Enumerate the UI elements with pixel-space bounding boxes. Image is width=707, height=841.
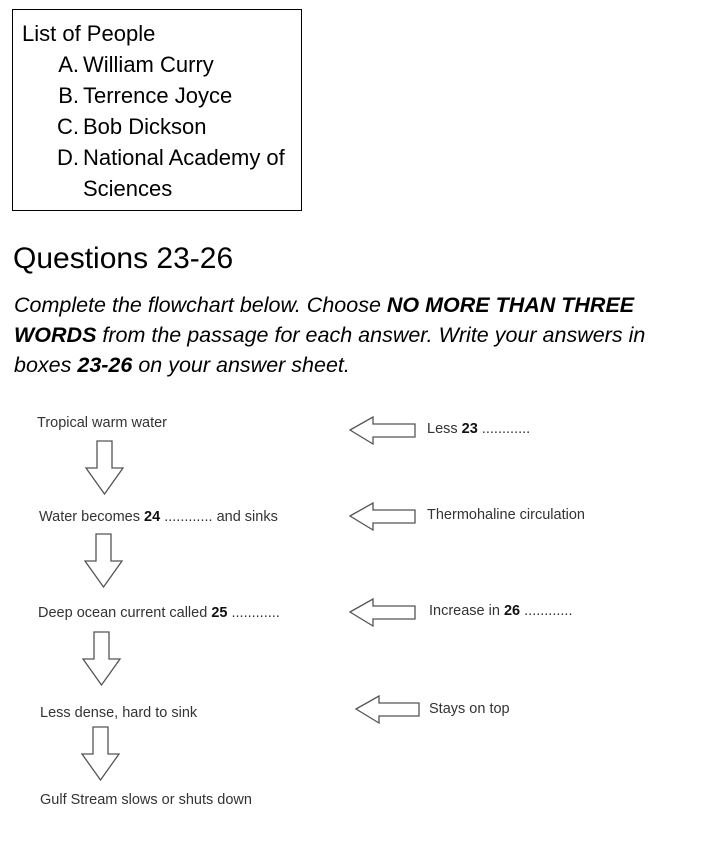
list-item-letter: C. — [57, 114, 79, 139]
list-item-letter: B. — [58, 83, 79, 108]
flow-side-3 — [429, 603, 572, 619]
flow-side-4: Stays on top — [429, 701, 510, 717]
question-number: 24 — [144, 509, 161, 525]
left-arrow-icon — [349, 502, 417, 532]
list-item-name: Terrence Joyce — [83, 83, 233, 108]
down-arrow-icon — [82, 631, 122, 687]
question-number: 26 — [503, 603, 521, 619]
down-arrow-icon — [85, 440, 125, 496]
list-item — [22, 142, 301, 204]
list-item-name: Bob Dickson — [83, 114, 207, 139]
people-list-title: List of People — [22, 21, 156, 46]
instructions-text: from the passage for each answer. Write your answers in boxes — [14, 323, 646, 377]
down-arrow-icon — [84, 533, 124, 589]
instructions-text: on your answer sheet. — [132, 353, 350, 377]
flow-side-2: Thermohaline circulation — [427, 507, 585, 523]
list-item-name: William Curry — [83, 52, 214, 77]
flow-step-3 — [38, 605, 280, 621]
list-item-name: National Academy of Sciences — [83, 145, 285, 201]
flow-text: ............ — [520, 603, 573, 619]
questions-instructions — [14, 290, 704, 380]
people-list — [22, 49, 301, 204]
list-item-letter: A. — [58, 52, 79, 77]
list-item — [22, 80, 301, 111]
left-arrow-icon — [349, 416, 417, 446]
down-arrow-icon — [81, 726, 121, 782]
list-item — [22, 49, 301, 80]
instructions-text: Complete the flowchart below. Choose — [14, 293, 387, 317]
question-number: 25 — [211, 605, 228, 621]
flow-side-1 — [427, 421, 530, 437]
list-item — [22, 111, 301, 142]
flow-text: ............ — [227, 605, 280, 621]
flow-text: ............ — [477, 421, 531, 437]
list-of-people-box — [12, 9, 302, 211]
flow-text: Water becomes — [39, 509, 145, 525]
flow-step-2 — [39, 509, 278, 525]
flow-text: Deep ocean current called — [38, 605, 212, 621]
questions-heading: Questions 23-26 — [13, 242, 234, 275]
flow-step-1: Tropical warm water — [37, 415, 167, 431]
flow-text: Less — [427, 421, 462, 437]
instructions-bold: NO MORE THAN THREE WORDS — [14, 293, 635, 347]
flow-step-5: Gulf Stream slows or shuts down — [40, 792, 252, 808]
question-number: 23 — [461, 421, 478, 437]
flow-step-4: Less dense, hard to sink — [40, 705, 198, 721]
flow-text: Increase in — [429, 603, 504, 619]
left-arrow-icon — [349, 598, 417, 628]
instructions-bold: 23-26 — [77, 353, 133, 377]
flow-text: ............ and sinks — [160, 509, 278, 525]
list-item-letter: D. — [57, 145, 79, 170]
left-arrow-icon — [355, 695, 421, 725]
